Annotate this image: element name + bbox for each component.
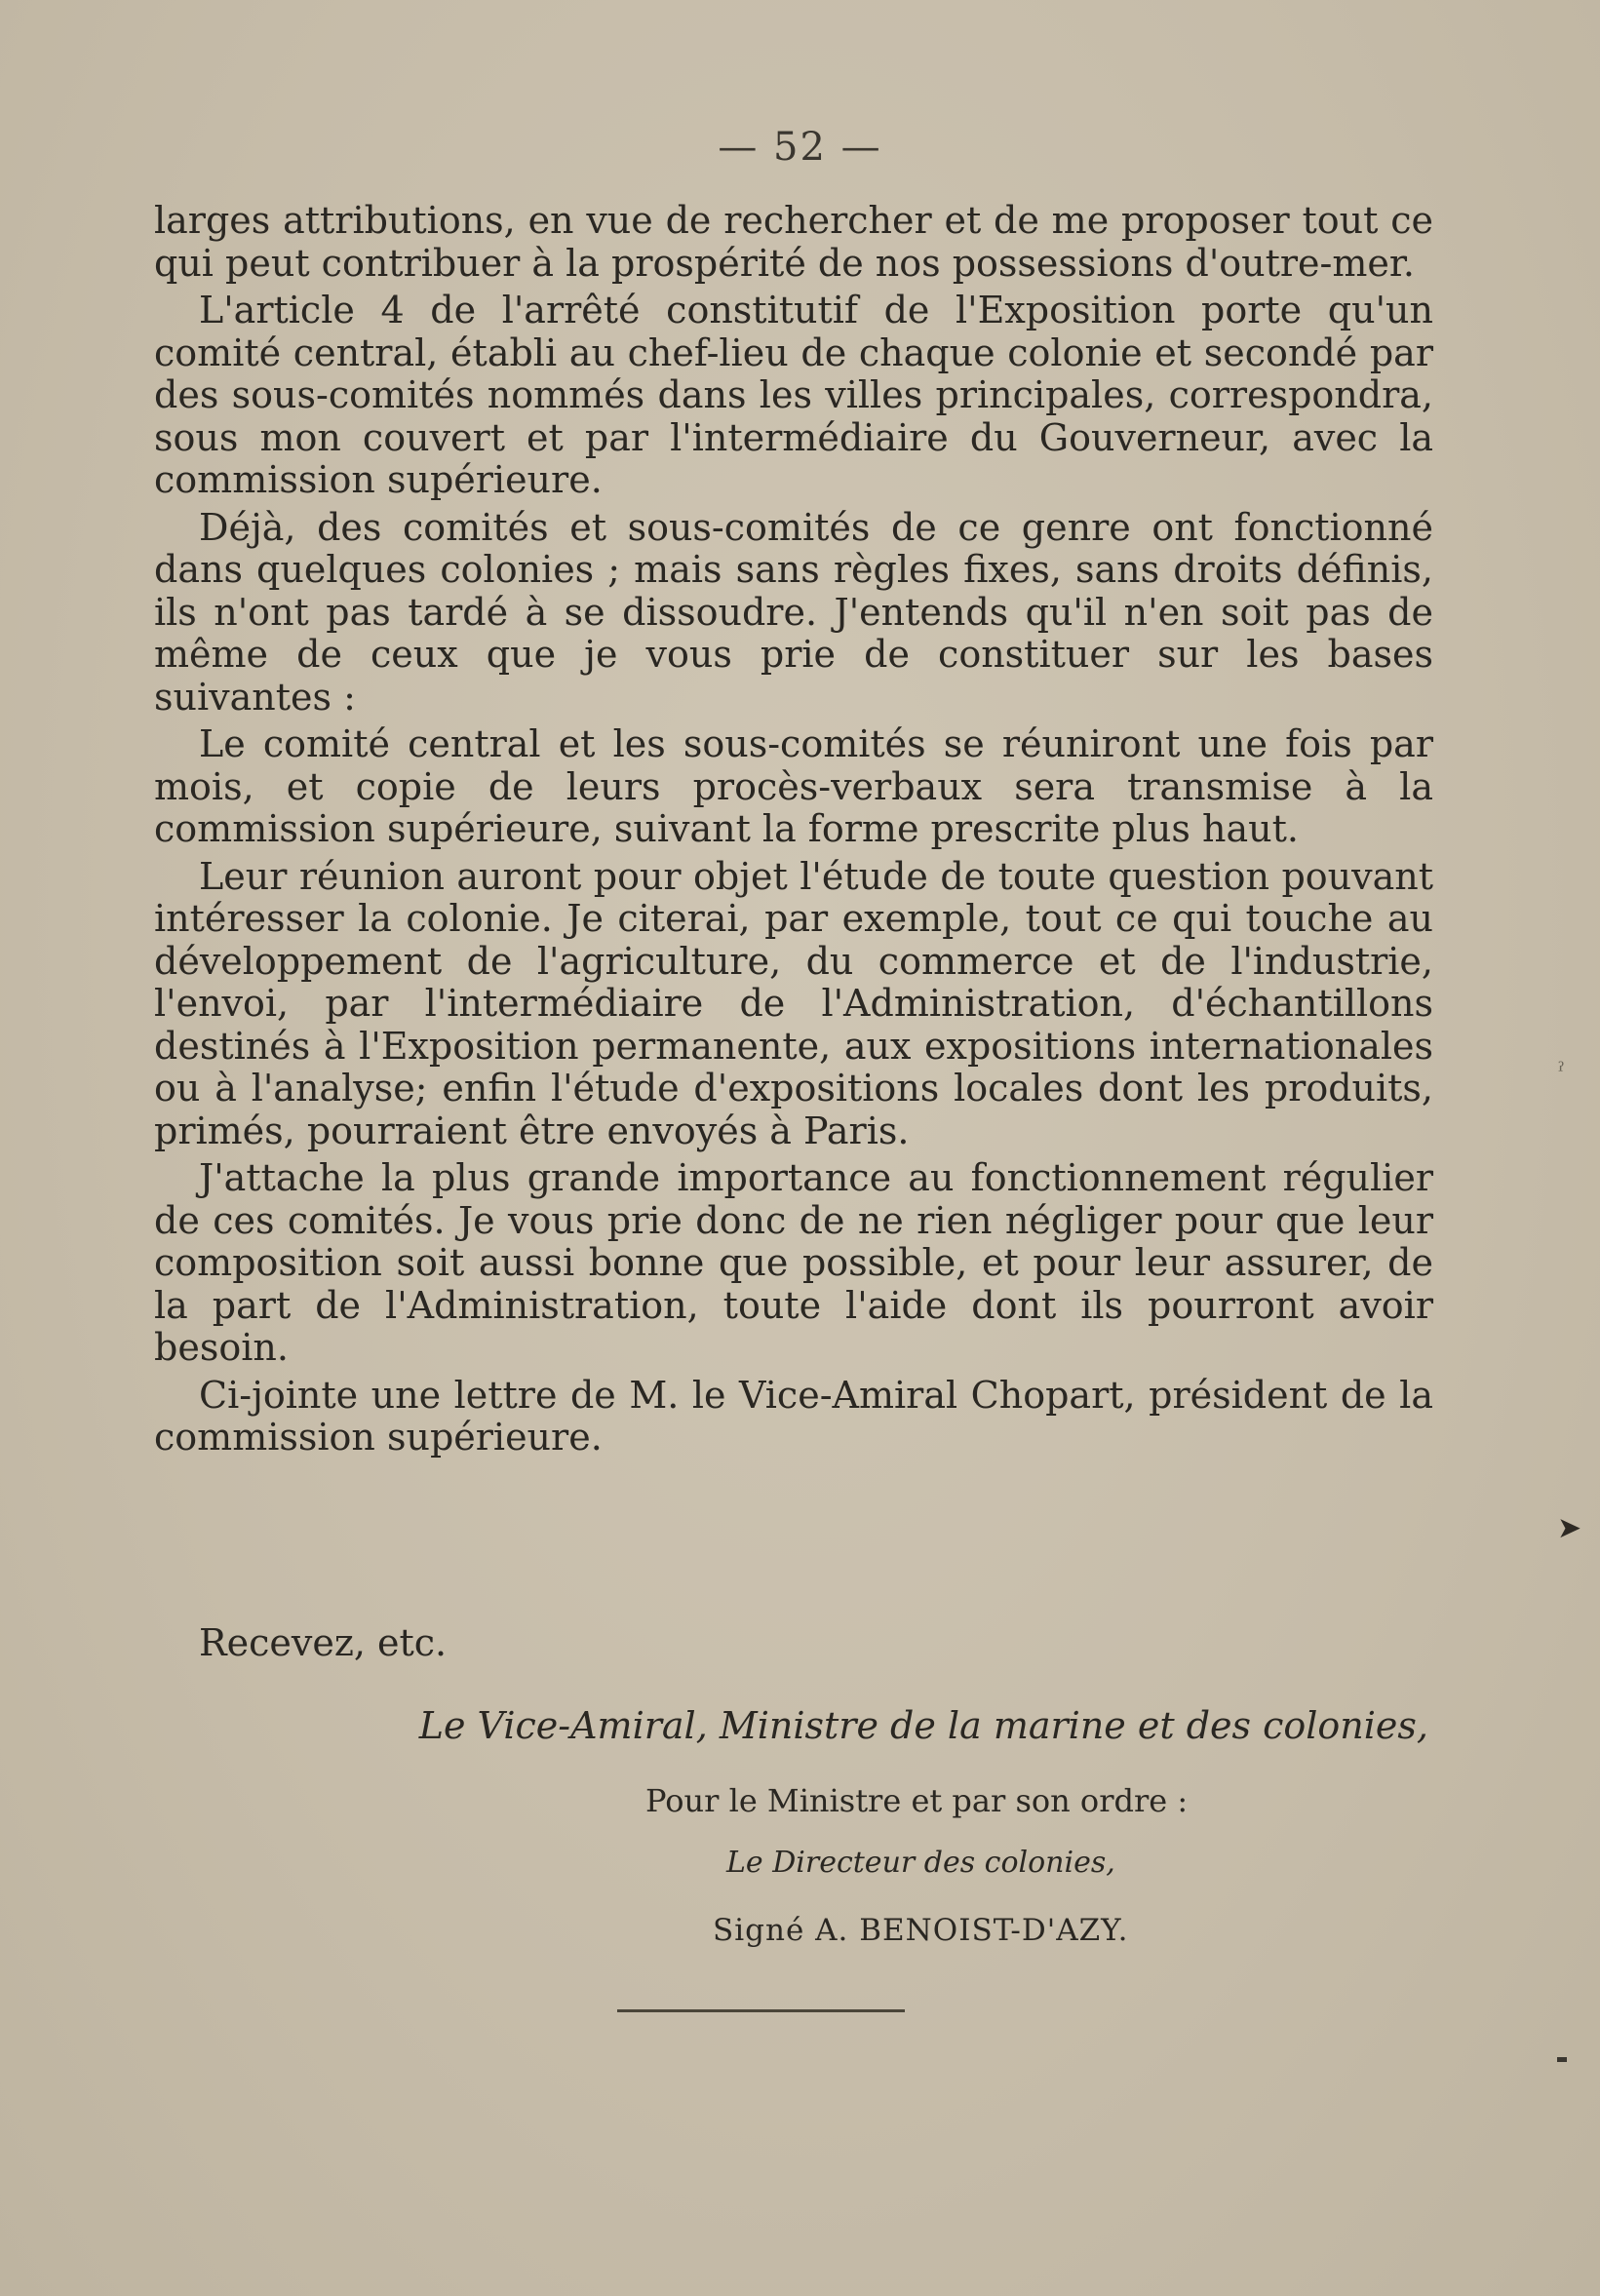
letter-body [154,200,1433,1464]
margin-dash-mark [1557,2057,1567,2062]
paragraph-5: Leur réunion auront pour objet l'étude de toute question pouvant intéresser la colonie. Je citerai, par exemple, tout ce qui touche au développement de l'agriculture, du commerce et de l'industrie, l'envoi, par l'intermédiaire de l'Administration, d'échantillons destinés à l'Exposition permanente, aux expositions internationales ou à l'analyse; enfin l'étude d'expositions locales dont les produits, primés, pourraient être envoyés à Paris. [154,854,1433,1152]
margin-arrow-mark: ➤ [1557,1511,1582,1545]
page-number: — 52 — [718,125,882,170]
signature-name: Signé A. BENOIST-D'AZY. [713,1913,1129,1948]
paragraph-3: Déjà, des comités et sous-comités de ce genre ont fonctionné dans quelques colonies ; mais sans règles fixes, sans droits définis, ils n'ont pas tardé à se dissoudre. J'entends qu'il n'en soit pas de même de ceux que je vous prie de constituer sur les bases suivantes : [154,505,1433,719]
signature-delegation: Pour le Ministre et par son ordre : [645,1782,1189,1819]
closing-rule-divider [617,2009,905,2012]
signature-title: Le Vice-Amiral, Ministre de la marine et des colonies, [418,1704,1428,1747]
paragraph-4: Le comité central et les sous-comités se réuniront une fois par mois, et copie de leurs procès-verbaux sera transmise à la commission supérieure, suivant la forme prescrite plus haut. [154,722,1433,850]
paragraph-2: L'article 4 de l'arrêté constitutif de l'Exposition porte qu'un comité central, établi au chef-lieu de chaque colonie et secondé par des sous-comités nommés dans les villes principales, correspondra, sous mon couvert et par l'intermédiaire du Gouverneur, avec la commission supérieure. [154,289,1433,501]
paragraph-6: J'attache la plus grande importance au fonctionnement régulier de ces comités. Je vous prie donc de ne rien négliger pour que leur composition soit aussi bonne que possible, et pour leur assurer, de la part de l'Administration, toute l'aide dont ils pourront avoir besoin. [154,1156,1433,1369]
closing-salutation: Recevez, etc. [199,1621,448,1664]
paragraph-7: Ci-jointe une lettre de M. le Vice-Amiral Chopart, président de la commission supérieure. [154,1373,1433,1459]
signature-director: Le Directeur des colonies, [726,1846,1115,1880]
margin-tick-mark: ˀ [1558,1058,1565,1085]
paragraph-1: larges attributions, en vue de rechercher et de me proposer tout ce qui peut contribuer à la prospérité de nos possessions d'outre-mer. [154,199,1433,285]
